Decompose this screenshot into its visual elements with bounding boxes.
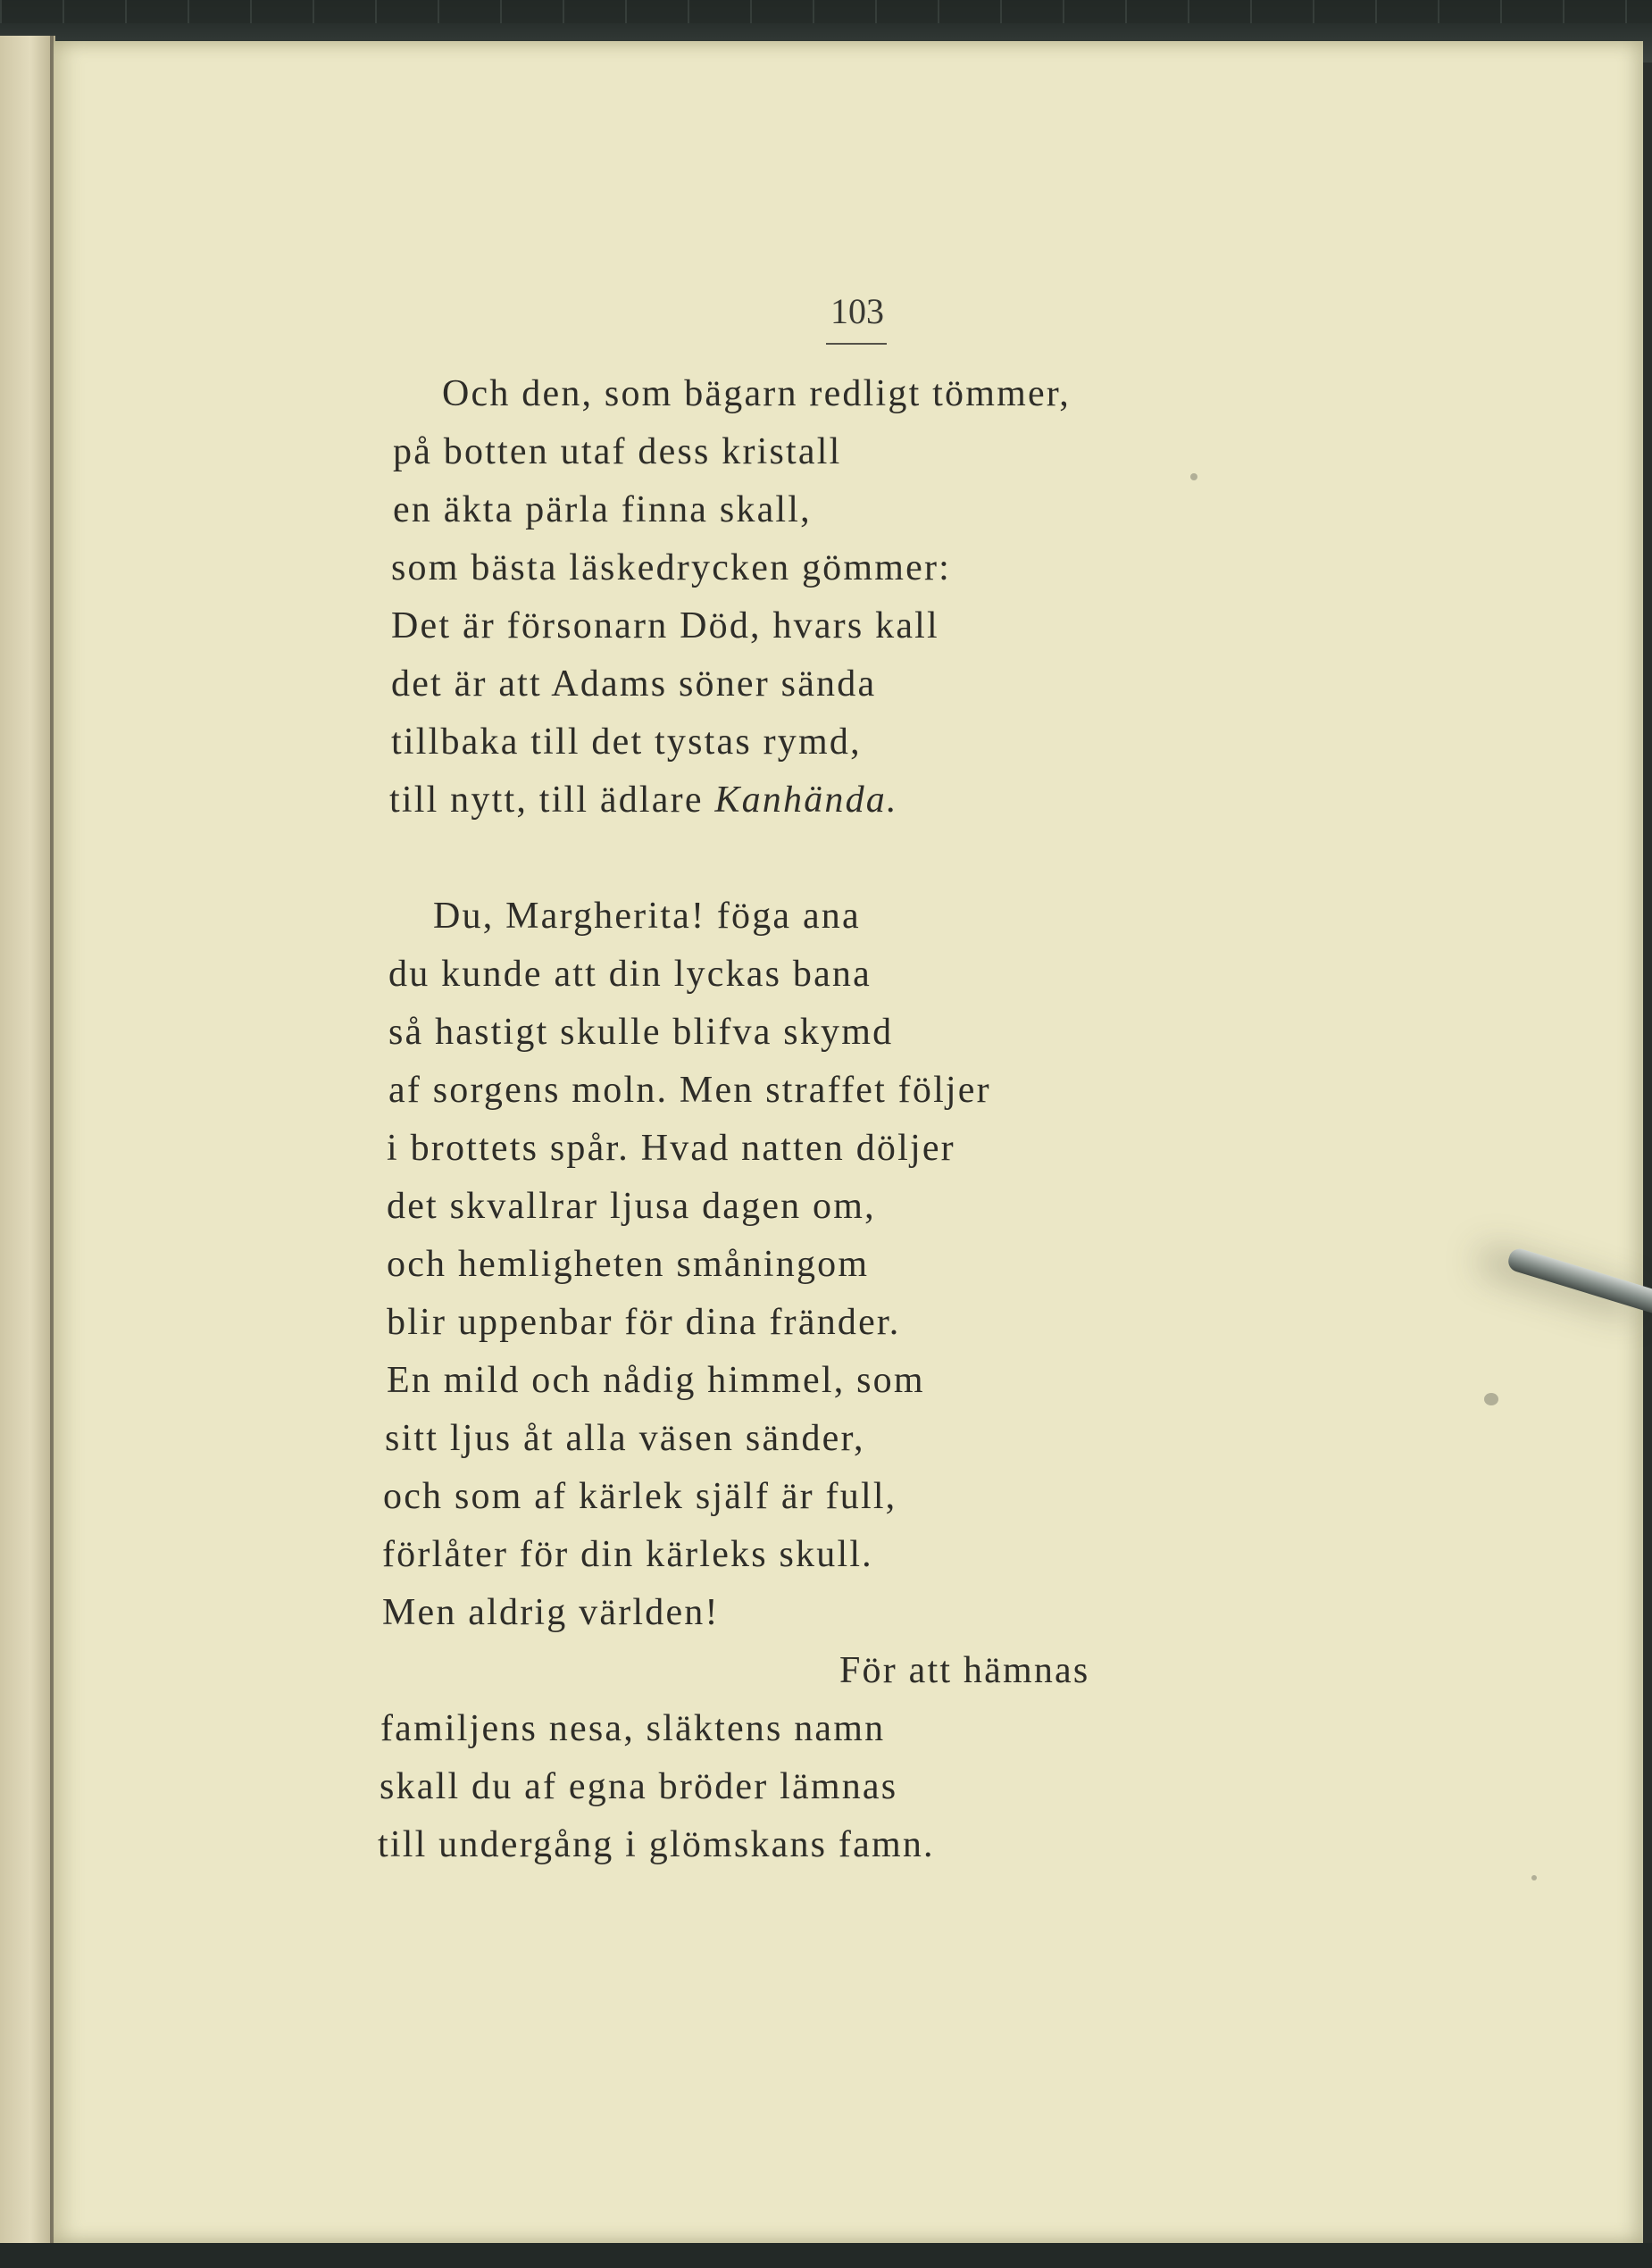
paper-speck (1484, 1393, 1498, 1405)
scanner-ruler (0, 0, 1652, 23)
poem-line-last (389, 781, 898, 819)
poem-line: så hastigt skulle blifva skymd (388, 1012, 894, 1053)
poem-line: af sorgens moln. Men straffet följer (388, 1070, 991, 1111)
poem-line: i brottets spår. Hvad natten döljer (387, 1128, 955, 1169)
poem-line: som bästa läskedrycken gömmer: (391, 547, 952, 588)
poem-line: blir uppenbar för dina fränder. (387, 1302, 901, 1343)
page-spine (50, 36, 54, 2246)
poem-line: Och den, som bägarn redligt tömmer, (442, 373, 1071, 414)
paper-speck (1531, 1875, 1537, 1880)
poem-line: Du, Margherita! föga ana (433, 896, 861, 937)
page-number: 103 (830, 291, 884, 331)
poem-line: det är att Adams söner sända (391, 663, 877, 705)
poem-line: En mild och nådig himmel, som (387, 1360, 925, 1401)
poem-line: familjens nesa, släktens namn (380, 1708, 886, 1749)
page-number-rule (826, 343, 887, 345)
poem-line: en äkta pärla finna skall, (393, 489, 812, 530)
poem-line: Men aldrig världen! (382, 1592, 720, 1633)
left-page-edge (0, 36, 55, 2246)
poem-line: sitt ljus åt alla väsen sänder, (385, 1418, 865, 1459)
poem-line: Det är försonarn Död, hvars kall (391, 605, 939, 646)
poem-line-text: till nytt, till ädlare (389, 780, 715, 821)
poem-line: tillbaka till det tystas rymd, (391, 721, 862, 763)
paper-speck (1190, 473, 1197, 480)
poem-line: det skvallrar ljusa dagen om, (387, 1186, 876, 1227)
poem-line: förlåter för din kärleks skull. (382, 1534, 873, 1575)
poem-line: till undergång i glömskans famn. (378, 1824, 935, 1865)
poem-line-italic: Kanhända. (714, 780, 898, 821)
poem-line: du kunde att din lyckas bana (388, 954, 872, 995)
poem-line: För att hämnas (839, 1650, 1090, 1691)
poem-line: och som af kärlek själf är full, (383, 1476, 897, 1517)
poem-line: på botten utaf dess kristall (393, 431, 842, 472)
poem-line: och hemligheten småningom (387, 1244, 870, 1285)
scanner-bed-bottom (0, 2243, 1652, 2268)
poem-line: skall du af egna bröder lämnas (380, 1766, 898, 1807)
